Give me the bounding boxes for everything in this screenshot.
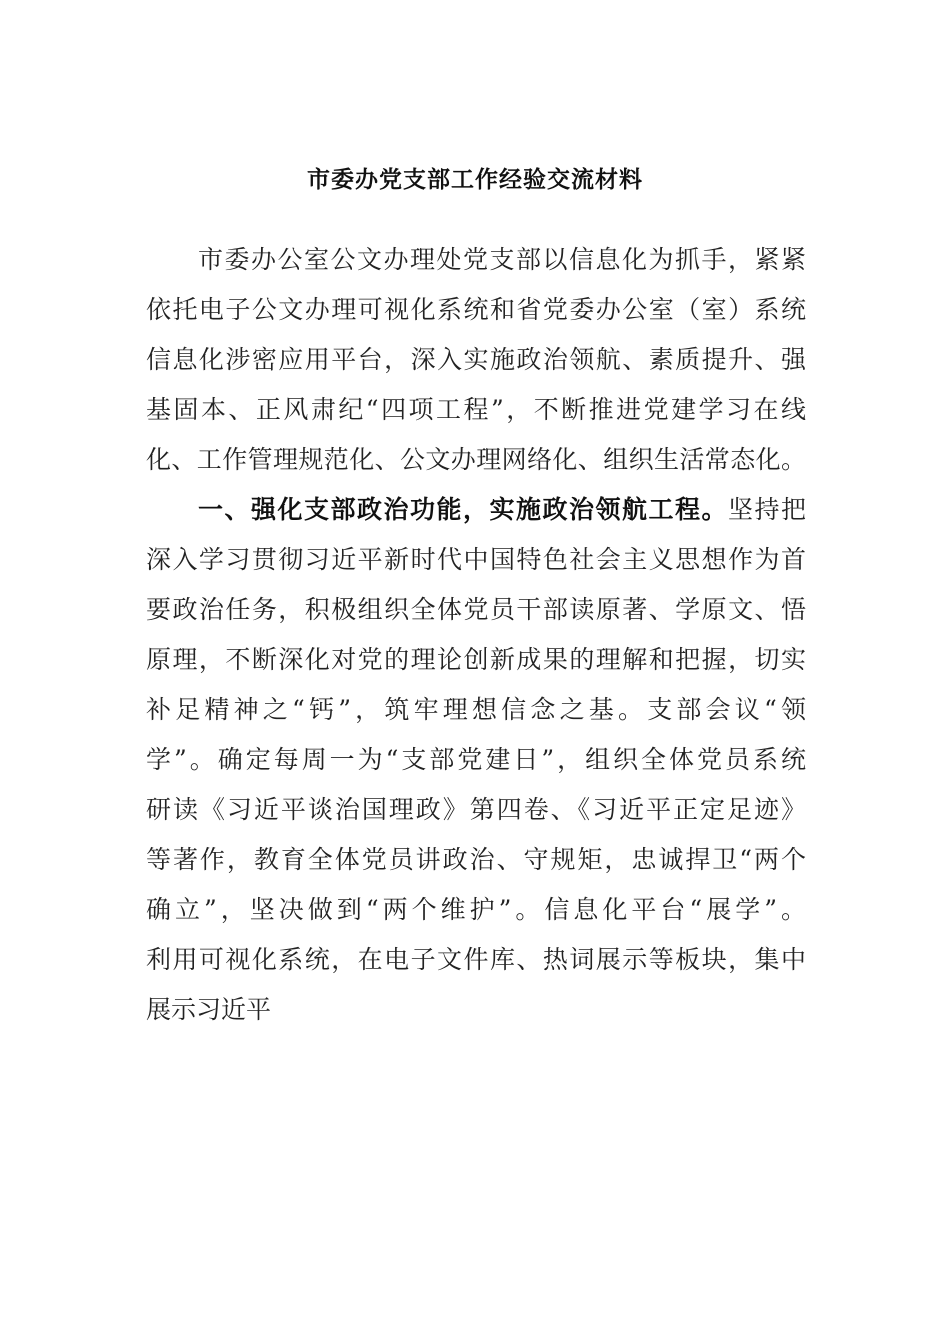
section-1-line: 研读《习近平谈治国理政》第四卷、《习近平正定足迹》 [146,795,806,824]
section-1-first-line [198,485,806,535]
intro-line: 市委办公室公文办理处党支部以信息化为抓手，紧紧 [198,245,806,274]
document-title: 市委办党支部工作经验交流材料 [307,167,643,193]
intro-line: 依托电子公文办理可视化系统和省党委办公室（室）系统 [146,295,806,324]
section-1-line: 补足精神之“钙”，筑牢理想信念之基。支部会议“领 [146,695,806,724]
section-1-line: 展示习近平 [146,995,272,1024]
section-1-first-line-text: 坚持把 [727,495,806,524]
intro-line: 信息化涉密应用平台，深入实施政治领航、素质提升、强 [146,345,806,374]
section-1-heading: 一、强化支部政治功能，实施政治领航工程。 [198,495,728,524]
section-1-line: 要政治任务，积极组织全体党员干部读原著、学原文、悟 [146,595,806,624]
section-1-line: 确立”，坚决做到“两个维护”。信息化平台“展学”。 [146,895,806,924]
intro-line: 基固本、正风肃纪“四项工程”，不断推进党建学习在线 [146,395,806,424]
section-1-line: 深入学习贯彻习近平新时代中国特色社会主义思想作为首 [146,545,806,574]
section-1-line: 利用可视化系统，在电子文件库、热词展示等板块，集中 [146,945,806,974]
intro-line: 化、工作管理规范化、公文办理网络化、组织生活常态化。 [146,445,806,474]
section-1-line: 原理，不断深化对党的理论创新成果的理解和把握，切实 [146,645,806,674]
section-1-line: 等著作，教育全体党员讲政治、守规矩，忠诚捍卫“两个 [146,845,806,874]
section-1-line: 学”。确定每周一为“支部党建日”，组织全体党员系统 [146,745,806,774]
